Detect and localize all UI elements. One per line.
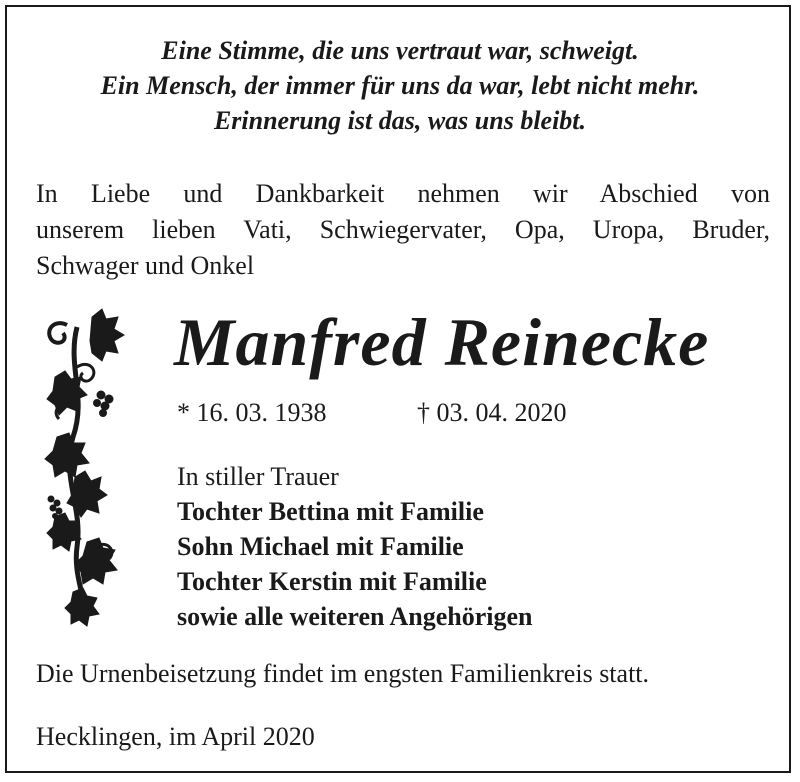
obituary-frame [5, 5, 791, 773]
farewell-line-1: In Liebe und Dankbarkeit nehmen wir Abschied von [36, 179, 770, 208]
poem-line-2: Ein Mensch, der immer für uns da war, lebt nicht mehr. [100, 71, 700, 100]
poem-line-3: Erinnerung ist das, was uns bleibt. [213, 106, 587, 135]
mourner-line: sowie alle weiteren Angehörigen [177, 602, 533, 631]
deceased-name: Manfred Reinecke [174, 304, 710, 380]
mourner-line: Tochter Bettina mit Familie [177, 497, 484, 526]
grapevine-ornament-icon [37, 307, 137, 627]
mourner-line: Tochter Kerstin mit Familie [177, 567, 487, 596]
memorial-poem [7, 33, 793, 138]
mourners-block [177, 459, 533, 634]
farewell-text [36, 176, 770, 284]
birth-date: * 16. 03. 1938 [177, 398, 327, 427]
death-date: † 03. 04. 2020 [417, 398, 567, 427]
urn-burial-notice: Die Urnenbeisetzung findet im engsten Familienkreis statt. [36, 659, 650, 688]
place-and-date: Hecklingen, im April 2020 [36, 722, 315, 751]
farewell-line-2: unserem lieben Vati, Schwiegervater, Opa, Uropa, Bruder, [36, 215, 770, 244]
mourner-line: Sohn Michael mit Familie [177, 532, 464, 561]
farewell-line-3: Schwager und Onkel [36, 251, 255, 280]
mourning-heading: In stiller Trauer [177, 462, 339, 491]
poem-line-1: Eine Stimme, die uns vertraut war, schweigt. [161, 36, 639, 65]
